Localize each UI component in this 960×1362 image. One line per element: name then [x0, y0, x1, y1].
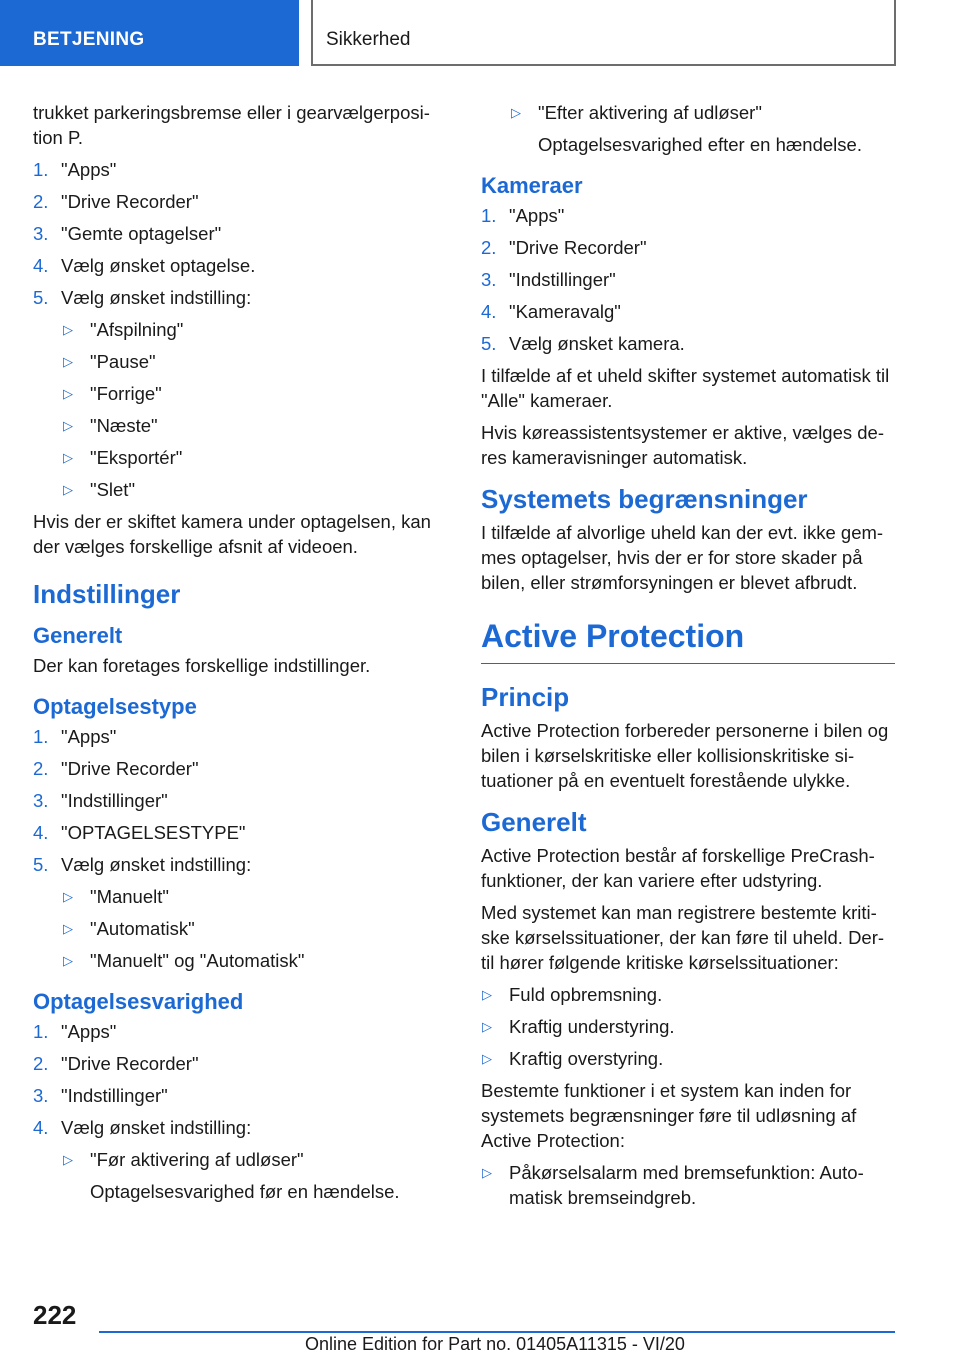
steps-list-1: [33, 157, 441, 310]
kameraer-text-1: I tilfælde af et uheld skifter systemet automatisk til "Alle" kameraer.: [481, 365, 890, 411]
list-item: 5. Vælg ønsket indstilling:: [33, 854, 252, 875]
list-item: ▷ "Automatisk": [63, 918, 195, 939]
generelt-text-2: Med systemet kan man registrere bestemte kriti-ske kørselssituationer, der kan føre til uheld. Der-til hører følgende kritiske kørselssituationer:: [481, 902, 885, 973]
heading-optagelsesvarighed: Optagelsesvarighed: [33, 989, 244, 1014]
list-item: ▷ "Manuelt" og "Automatisk": [63, 950, 305, 971]
list-item: ▷ Kraftig understyring.: [482, 1016, 675, 1037]
triangle-bullet-icon: ▷: [63, 386, 73, 401]
page-number: 222: [33, 1300, 77, 1330]
triangle-bullet-icon: ▷: [63, 354, 73, 369]
list-item: 2. "Drive Recorder": [33, 758, 199, 779]
list-item: 1. "Apps": [481, 205, 565, 226]
list-item: 4. "OPTAGELSESTYPE": [33, 822, 246, 843]
list-item: ▷ "Manuelt": [63, 886, 169, 907]
list-item: 1. "Apps": [33, 159, 117, 180]
list-item: ▷ Kraftig overstyring.: [482, 1048, 664, 1069]
section-tab: [0, 0, 299, 66]
triangle-bullet-icon: ▷: [482, 1051, 492, 1066]
list-item: ▷ "Pause": [63, 351, 156, 372]
princip-text: Active Protection forbereder personerne i bilen og bilen i kørselskritiske eller kollisionskritiske si-tuationer på en eventuelt forestående ulykke.: [481, 720, 889, 791]
triangle-bullet-icon: ▷: [63, 1152, 73, 1167]
heading-begraensninger: Systemets begrænsninger: [481, 484, 808, 514]
begraensninger-text: I tilfælde af alvorlige uheld kan der evt. ikke gem-mes optagelser, hvis der er for store skader på bilen, eller strømforsyningen er blevet afbrudt.: [481, 522, 884, 593]
list-item: 3. "Indstillinger": [481, 269, 616, 290]
list-item: 2. "Drive Recorder": [481, 237, 647, 258]
bullet-list-top: [481, 100, 895, 157]
list-item: ▷ "Afspilning": [63, 319, 184, 340]
heading-generelt: Generelt: [33, 623, 123, 648]
list-item: 1. "Apps": [33, 726, 117, 747]
list-item: ▷ Påkørselsalarm med bremsefunktion: Auto-matisk bremseindgreb.: [482, 1162, 864, 1208]
chapter-title: Sikkerhed: [326, 29, 411, 50]
list-item: ▷ Fuld opbremsning.: [482, 984, 663, 1005]
list-item: ▷ "Slet": [63, 479, 136, 500]
intro-text: trukket parkeringsbremse eller i gearvælgerposi-tion P.: [33, 102, 430, 148]
triangle-bullet-icon: ▷: [63, 450, 73, 465]
bullet-list-3: [33, 1147, 441, 1204]
steps-list-2: [33, 724, 441, 877]
list-item: 4. "Kameravalg": [481, 301, 621, 322]
section-title: BETJENING: [33, 29, 145, 50]
kameraer-text-2: Hvis køreassistentsystemer er aktive, vælges de-res kameravisninger automatisk.: [481, 422, 885, 468]
footer-divider: [99, 1331, 895, 1333]
list-item: ▷ "Før aktivering af udløser" Optagelsesvarighed før en hændelse.: [63, 1149, 400, 1202]
chapter-tab: [311, 0, 896, 66]
list-item: ▷ "Næste": [63, 415, 158, 436]
bullet-list-2: [33, 884, 441, 973]
bullet-list-functions: [481, 1160, 895, 1210]
camera-switch-note: Hvis der er skiftet kamera under optagelsen, kan der vælges forskellige afsnit af videoen.: [33, 511, 431, 557]
list-item: ▷ "Efter aktivering af udløser" Optagelsesvarighed efter en hændelse.: [511, 102, 862, 155]
list-item: 3. "Gemte optagelser": [33, 223, 222, 244]
triangle-bullet-icon: ▷: [482, 1019, 492, 1034]
triangle-bullet-icon: ▷: [63, 889, 73, 904]
page-header: [0, 0, 960, 66]
heading-kameraer: Kameraer: [481, 173, 583, 198]
heading-generelt-2: Generelt: [481, 807, 587, 837]
triangle-bullet-icon: ▷: [63, 921, 73, 936]
triangle-bullet-icon: ▷: [63, 322, 73, 337]
triangle-bullet-icon: ▷: [511, 105, 521, 120]
heading-princip: Princip: [481, 682, 570, 712]
list-item: 4. Vælg ønsket optagelse.: [33, 255, 256, 276]
list-item: 1. "Apps": [33, 1021, 117, 1042]
right-column: [481, 100, 895, 1217]
left-column: [33, 100, 441, 1211]
generelt-text-3: Bestemte funktioner i et system kan inden for systemets begrænsninger føre til udløsning af Active Protection:: [481, 1080, 857, 1151]
footer-edition: Online Edition for Part no. 01405A11315 - VI/20: [305, 1334, 685, 1354]
list-item: 3. "Indstillinger": [33, 1085, 168, 1106]
bullet-list-situations: [481, 982, 895, 1071]
list-item: 2. "Drive Recorder": [33, 191, 199, 212]
list-item: 5. Vælg ønsket kamera.: [481, 333, 685, 354]
steps-list-kameraer: [481, 203, 895, 356]
list-item: ▷ "Forrige": [63, 383, 162, 404]
generelt-text: Der kan foretages forskellige indstillinger.: [33, 655, 371, 676]
steps-list-3: [33, 1019, 441, 1140]
generelt-text-1: Active Protection består af forskellige PreCrash-funktioner, der kan variere efter udstyring.: [481, 845, 875, 891]
list-item: 4. Vælg ønsket indstilling:: [33, 1117, 252, 1138]
triangle-bullet-icon: ▷: [63, 482, 73, 497]
list-item: ▷ "Eksportér": [63, 447, 183, 468]
triangle-bullet-icon: ▷: [63, 418, 73, 433]
list-item: 2. "Drive Recorder": [33, 1053, 199, 1074]
heading-optagelsestype: Optagelsestype: [33, 694, 197, 719]
triangle-bullet-icon: ▷: [482, 1165, 492, 1180]
triangle-bullet-icon: ▷: [63, 953, 73, 968]
list-item: 5. Vælg ønsket indstilling:: [33, 287, 252, 308]
bullet-list-1: [33, 317, 441, 502]
heading-active-protection: Active Protection: [481, 617, 895, 664]
list-item: 3. "Indstillinger": [33, 790, 168, 811]
heading-indstillinger: Indstillinger: [33, 579, 181, 609]
triangle-bullet-icon: ▷: [482, 987, 492, 1002]
